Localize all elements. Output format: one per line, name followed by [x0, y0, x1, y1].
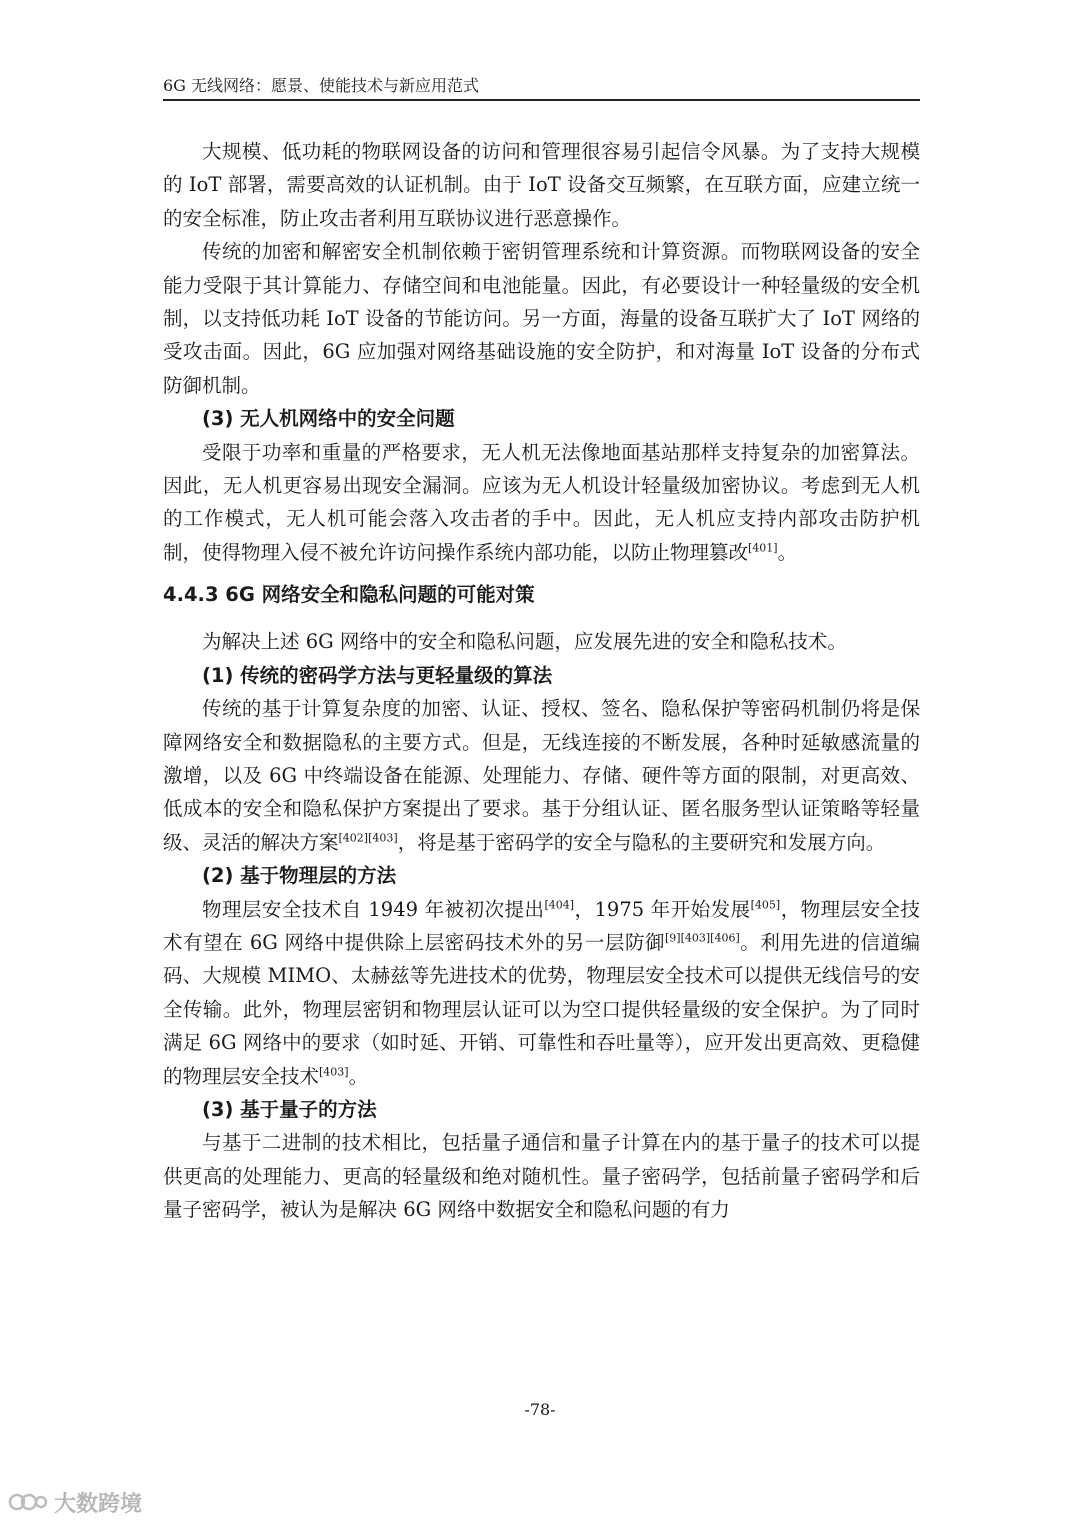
paragraph-crypto-text-b: ，将是基于密码学的安全与隐私的主要研究和发展方向。 — [397, 830, 886, 854]
watermark — [8, 1486, 142, 1518]
citation: [405] — [750, 898, 781, 912]
paragraph-crypto — [163, 692, 920, 859]
paragraph-quantum: 与基于二进制的技术相比，包括量子通信和量子计算在内的基于量子的技术可以提供更高的处理能力、更高的轻量级和绝对随机性。量子密码学，包括前量子密码学和后量子密码学，被认为是解决 6G 网络中数据安全和隐私问题的有力 — [163, 1131, 920, 1222]
paragraph-crypto-text-a: 传统的基于计算复杂度的加密、认证、授权、签名、隐私保护等密码机制仍将是保障网络安全和数据隐私的主要方式。但是，无线连接的不断发展，各种时延敏感流量的激增，以及 6G 中终端设备在能源、处理能力、存储、硬件等方面的限制，对更高效、低成本的安全和隐私保护方案提出了要求。基于分组认证、匿名服务型认证策略等轻量级、灵活的解决方案 — [163, 697, 920, 854]
heading-uav-security: (3) 无人机网络中的安全问题 — [202, 407, 455, 431]
paragraph-iot-security: 传统的加密和解密安全机制依赖于密钥管理系统和计算资源。而物联网设备的安全能力受限于其计算能力、存储空间和电池能量。因此，有必要设计一种轻量级的安全机制，以支持低功耗 IoT 设备的节能访问。另一方面，海量的设备互联扩大了 IoT 网络的受攻击面。因此，6G 应加强对网络基础设施的安全防护，和对海量 IoT 设备的分布式防御机制。 — [163, 240, 920, 397]
citation: [9][403][406] — [665, 931, 740, 945]
paragraph-intro: 为解决上述 6G 网络中的安全和隐私问题，应发展先进的安全和隐私技术。 — [202, 630, 847, 654]
citation: [404] — [544, 898, 575, 912]
heading-physical-layer: (2) 基于物理层的方法 — [202, 864, 397, 888]
section-heading: 4.4.3 6G 网络安全和隐私问题的可能对策 — [163, 583, 535, 607]
paragraph-phy-text-d: 。利用先进的信道编码、大规模 MIMO、太赫兹等先进技术的优势，物理层安全技术可以提供无线信号的安全传输。此外，物理层密钥和物理层认证可以为空口提供轻量级的安全保护。为了同时满足 6G 网络中的要求（如时延、开销、可靠性和吞吐量等），应开发出更高效、更稳健的物理层安全技术 — [163, 930, 920, 1088]
citation: [402][403] — [338, 831, 398, 845]
paragraph-physical-layer — [163, 893, 920, 1093]
header-rule — [163, 99, 920, 101]
watermark-text: 大数跨境 — [54, 1491, 143, 1517]
running-header: 6G 无线网络：愿景、使能技术与新应用范式 — [163, 76, 480, 95]
paragraph-phy-text-b: ，1975 年开始发展 — [574, 897, 751, 921]
paragraph-phy-text-c: ，物理层安全技术有望在 6G 网络中提供除上层密码技术外的另一层防御 — [163, 897, 920, 954]
watermark-logo-icon — [8, 1490, 48, 1514]
citation: [401] — [748, 541, 778, 555]
heading-crypto-methods: (1) 传统的密码学方法与更轻量级的算法 — [202, 663, 553, 687]
page-body — [163, 135, 920, 1227]
paragraph-uav-text: 受限于功率和重量的严格要求，无人机无法像地面基站那样支持复杂的加密算法。因此，无人机更容易出现安全漏洞。应该为无人机设计轻量级加密协议。考虑到无人机的工作模式，无人机可能会落入攻击者的手中。因此，无人机应支持内部攻击防护机制，使得物理入侵不被允许访问操作系统内部功能，以防止物理篡改 — [163, 440, 920, 564]
heading-quantum: (3) 基于量子的方法 — [202, 1097, 377, 1121]
citation: [403] — [319, 1065, 349, 1079]
paragraph-phy-text-a: 物理层安全技术自 1949 年被初次提出 — [202, 897, 545, 921]
page-number: -78- — [524, 1400, 556, 1419]
paragraph-uav-end: 。 — [777, 540, 798, 564]
paragraph-iot-signaling: 大规模、低功耗的物联网设备的访问和管理很容易引起信令风暴。为了支持大规模的 IoT 部署，需要高效的认证机制。由于 IoT 设备交互频繁，在互联方面，应建立统一的安全标准，防止攻击者利用互联协议进行恶意操作。 — [163, 140, 920, 230]
paragraph-uav — [163, 436, 920, 570]
paragraph-phy-text-e: 。 — [348, 1064, 369, 1088]
